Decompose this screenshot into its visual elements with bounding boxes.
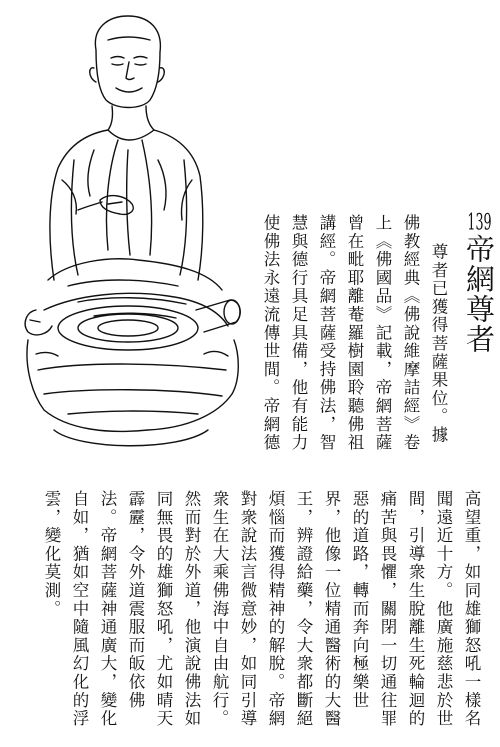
text-column: 慧與德行具足具備，他有能力 [289,214,308,452]
text-column: 雲，變化莫測。 [42,490,61,619]
arhat-name: 帝網尊者 [462,234,496,354]
text-column: 王，辨證給藥，令大衆都斷絕 [294,490,313,728]
text-column: 煩惱而獲得精神的解脫。帝網 [266,490,285,728]
text-column: 尊者已獲得菩薩果位。據 [429,243,448,445]
text-column: 衆生在大乘佛海中自由航行。 [210,490,229,728]
text-column: 法。帝網菩薩神通廣大，變化 [98,490,117,728]
text-column: 界，他像一位精通醫術的大醫 [322,490,341,728]
text-column: 對衆說法言微意妙，如同引導 [238,490,257,728]
text-column: 佛教經典《佛說維摩詰經》卷 [401,214,420,452]
text-column: 痛苦與畏懼，關閉一切通往罪 [378,490,397,728]
text-column: 然而對於外道，他演說佛法如 [182,490,201,728]
text-column: 霹靂，令外道震服而皈依佛 [126,490,145,710]
arhat-illustration [8,10,248,460]
text-column: 講經。帝網菩薩受持佛法，智 [317,214,336,452]
text-column: 間，引導衆生脫離生死輪迴的 [406,490,425,728]
text-column: 同無畏的雄獅怒吼，尤如晴天 [154,490,173,728]
text-column: 高望重，如同雄獅怒吼一樣名 [462,490,481,728]
text-column: 惡的道路，轉而奔向極樂世 [350,490,369,710]
page-title [462,212,496,354]
text-column: 自如，猶如空中隨風幻化的浮 [70,490,89,728]
text-column: 曾在毗耶離菴羅樹園聆聽佛祖 [345,214,364,452]
text-column: 上《佛國品》記載，帝網菩薩 [373,214,392,452]
text-column: 聞遠近十方。他廣施慈悲於世 [434,490,453,728]
arhat-number: 139 [467,212,492,234]
text-column: 使佛法永遠流傳世間。帝網德 [261,214,280,452]
